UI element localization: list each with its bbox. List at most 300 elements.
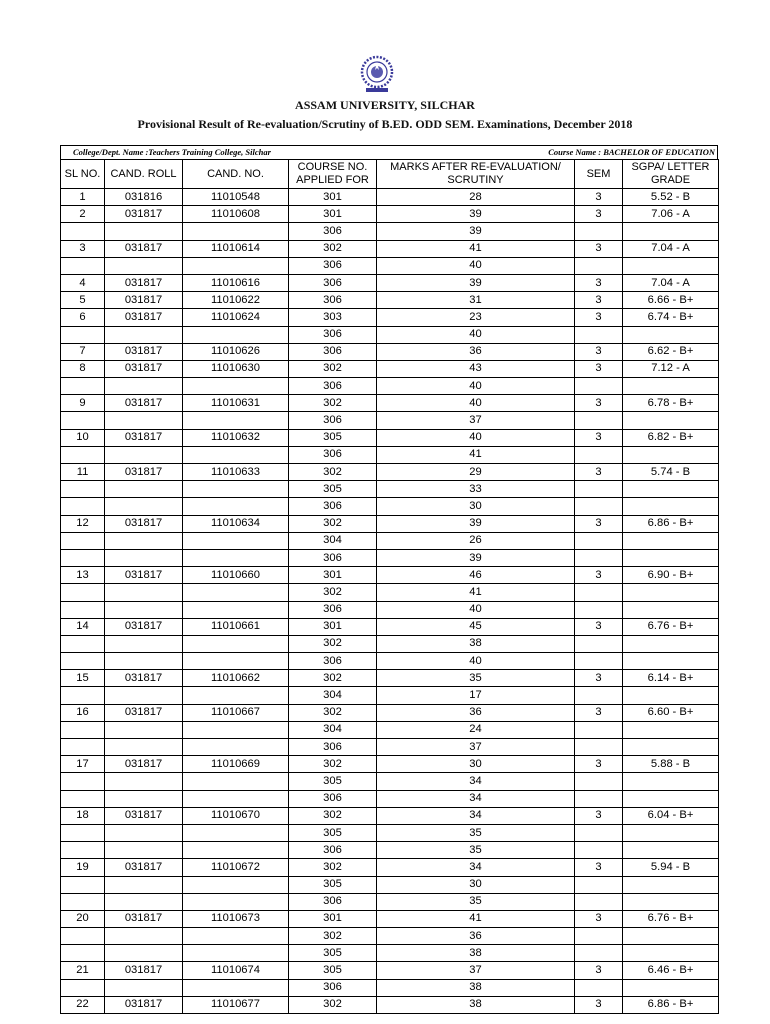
course-no-cell: 302 bbox=[289, 584, 377, 601]
sgpa-grade-cell: 7.04 - A bbox=[623, 274, 719, 291]
table-row bbox=[61, 790, 719, 807]
sgpa-grade-cell: 6.04 - B+ bbox=[623, 807, 719, 824]
course-no-cell: 306 bbox=[289, 446, 377, 463]
table-row bbox=[61, 446, 719, 463]
table-row bbox=[61, 257, 719, 274]
table-row bbox=[61, 549, 719, 566]
course-no-cell: 306 bbox=[289, 653, 377, 670]
result-sheet bbox=[60, 145, 718, 1014]
cand-roll-cell bbox=[105, 257, 183, 274]
sl-no-cell: 3 bbox=[61, 240, 105, 257]
cand-roll-cell bbox=[105, 584, 183, 601]
sgpa-grade-cell bbox=[623, 498, 719, 515]
cand-no-cell bbox=[183, 601, 289, 618]
marks-cell: 34 bbox=[377, 859, 575, 876]
course-no-cell: 306 bbox=[289, 979, 377, 996]
course-no-cell: 305 bbox=[289, 824, 377, 841]
course-no-cell: 306 bbox=[289, 257, 377, 274]
cand-roll-cell bbox=[105, 653, 183, 670]
table-row bbox=[61, 326, 719, 343]
sem-cell: 3 bbox=[575, 807, 623, 824]
cand-no-cell bbox=[183, 532, 289, 549]
course-no-cell: 301 bbox=[289, 910, 377, 927]
sem-cell bbox=[575, 739, 623, 756]
sem-cell: 3 bbox=[575, 567, 623, 584]
sl-no-cell bbox=[61, 739, 105, 756]
marks-cell: 39 bbox=[377, 223, 575, 240]
table-row bbox=[61, 807, 719, 824]
sem-cell: 3 bbox=[575, 240, 623, 257]
course-no-cell: 302 bbox=[289, 515, 377, 532]
cand-roll-cell: 031817 bbox=[105, 756, 183, 773]
cand-roll-cell: 031817 bbox=[105, 292, 183, 309]
marks-cell: 38 bbox=[377, 635, 575, 652]
table-row bbox=[61, 395, 719, 412]
sgpa-grade-cell bbox=[623, 223, 719, 240]
course-no-cell: 305 bbox=[289, 773, 377, 790]
course-no-cell: 306 bbox=[289, 601, 377, 618]
course-no-cell: 302 bbox=[289, 240, 377, 257]
cand-roll-cell bbox=[105, 687, 183, 704]
sl-no-cell bbox=[61, 653, 105, 670]
cand-no-cell bbox=[183, 412, 289, 429]
marks-cell: 36 bbox=[377, 928, 575, 945]
sem-cell: 3 bbox=[575, 670, 623, 687]
cand-roll-cell bbox=[105, 378, 183, 395]
table-row bbox=[61, 515, 719, 532]
table-row bbox=[61, 928, 719, 945]
sem-cell: 3 bbox=[575, 996, 623, 1013]
cand-no-cell bbox=[183, 893, 289, 910]
sl-no-cell bbox=[61, 446, 105, 463]
sem-cell: 3 bbox=[575, 704, 623, 721]
cand-roll-cell bbox=[105, 739, 183, 756]
sgpa-grade-cell: 6.74 - B+ bbox=[623, 309, 719, 326]
table-row bbox=[61, 292, 719, 309]
sgpa-grade-cell: 6.60 - B+ bbox=[623, 704, 719, 721]
cand-roll-cell: 031817 bbox=[105, 567, 183, 584]
sem-cell: 3 bbox=[575, 515, 623, 532]
cand-no-cell bbox=[183, 721, 289, 738]
marks-cell: 34 bbox=[377, 807, 575, 824]
sgpa-grade-cell: 5.74 - B bbox=[623, 464, 719, 481]
col-header-sgpa: SGPA/ LETTER GRADE bbox=[623, 160, 719, 189]
sem-cell bbox=[575, 635, 623, 652]
marks-cell: 37 bbox=[377, 962, 575, 979]
sem-cell: 3 bbox=[575, 464, 623, 481]
cand-no-cell bbox=[183, 739, 289, 756]
cand-roll-cell: 031817 bbox=[105, 859, 183, 876]
cand-no-cell: 11010548 bbox=[183, 189, 289, 206]
course-no-cell: 304 bbox=[289, 532, 377, 549]
sgpa-grade-cell bbox=[623, 824, 719, 841]
sem-cell bbox=[575, 945, 623, 962]
sgpa-grade-cell: 5.94 - B bbox=[623, 859, 719, 876]
cand-no-cell bbox=[183, 257, 289, 274]
sgpa-grade-cell bbox=[623, 790, 719, 807]
sgpa-grade-cell bbox=[623, 739, 719, 756]
marks-cell: 29 bbox=[377, 464, 575, 481]
marks-cell: 35 bbox=[377, 670, 575, 687]
cand-roll-cell: 031817 bbox=[105, 910, 183, 927]
sem-cell: 3 bbox=[575, 618, 623, 635]
course-no-cell: 305 bbox=[289, 481, 377, 498]
marks-cell: 31 bbox=[377, 292, 575, 309]
sl-no-cell bbox=[61, 842, 105, 859]
sgpa-grade-cell bbox=[623, 876, 719, 893]
course-no-cell: 301 bbox=[289, 189, 377, 206]
cand-no-cell: 11010661 bbox=[183, 618, 289, 635]
marks-cell: 35 bbox=[377, 824, 575, 841]
cand-roll-cell bbox=[105, 223, 183, 240]
sgpa-grade-cell: 6.82 - B+ bbox=[623, 429, 719, 446]
course-no-cell: 306 bbox=[289, 790, 377, 807]
sgpa-grade-cell bbox=[623, 326, 719, 343]
table-row bbox=[61, 670, 719, 687]
sem-cell bbox=[575, 824, 623, 841]
course-no-cell: 302 bbox=[289, 996, 377, 1013]
sl-no-cell: 6 bbox=[61, 309, 105, 326]
table-row bbox=[61, 481, 719, 498]
cand-no-cell: 11010614 bbox=[183, 240, 289, 257]
sem-cell: 3 bbox=[575, 274, 623, 291]
marks-cell: 34 bbox=[377, 790, 575, 807]
sl-no-cell bbox=[61, 549, 105, 566]
cand-no-cell bbox=[183, 481, 289, 498]
cand-no-cell bbox=[183, 446, 289, 463]
marks-cell: 35 bbox=[377, 893, 575, 910]
course-no-cell: 302 bbox=[289, 635, 377, 652]
sl-no-cell bbox=[61, 635, 105, 652]
sl-no-cell: 1 bbox=[61, 189, 105, 206]
cand-no-cell: 11010667 bbox=[183, 704, 289, 721]
sl-no-cell: 21 bbox=[61, 962, 105, 979]
cand-no-cell: 11010677 bbox=[183, 996, 289, 1013]
course-no-cell: 306 bbox=[289, 842, 377, 859]
table-row bbox=[61, 429, 719, 446]
table-row bbox=[61, 635, 719, 652]
cand-roll-cell bbox=[105, 893, 183, 910]
table-row bbox=[61, 223, 719, 240]
cand-roll-cell: 031817 bbox=[105, 274, 183, 291]
cand-roll-cell bbox=[105, 326, 183, 343]
sl-no-cell: 11 bbox=[61, 464, 105, 481]
sgpa-grade-cell bbox=[623, 378, 719, 395]
sl-no-cell bbox=[61, 223, 105, 240]
sgpa-grade-cell bbox=[623, 446, 719, 463]
table-row bbox=[61, 876, 719, 893]
sl-no-cell: 20 bbox=[61, 910, 105, 927]
cand-no-cell: 11010622 bbox=[183, 292, 289, 309]
cand-no-cell: 11010624 bbox=[183, 309, 289, 326]
sgpa-grade-cell bbox=[623, 549, 719, 566]
table-row bbox=[61, 996, 719, 1013]
sl-no-cell: 10 bbox=[61, 429, 105, 446]
marks-cell: 40 bbox=[377, 653, 575, 670]
table-row bbox=[61, 567, 719, 584]
cand-roll-cell: 031817 bbox=[105, 618, 183, 635]
table-row bbox=[61, 721, 719, 738]
marks-cell: 41 bbox=[377, 910, 575, 927]
sl-no-cell: 8 bbox=[61, 360, 105, 377]
cand-no-cell: 11010670 bbox=[183, 807, 289, 824]
marks-cell: 43 bbox=[377, 360, 575, 377]
sem-cell bbox=[575, 979, 623, 996]
college-name: College/Dept. Name :Teachers Training College, Silchar bbox=[73, 147, 271, 157]
sl-no-cell bbox=[61, 584, 105, 601]
course-no-cell: 305 bbox=[289, 945, 377, 962]
sem-cell bbox=[575, 584, 623, 601]
sem-cell bbox=[575, 223, 623, 240]
table-row bbox=[61, 309, 719, 326]
sgpa-grade-cell bbox=[623, 721, 719, 738]
cand-roll-cell: 031816 bbox=[105, 189, 183, 206]
table-row bbox=[61, 979, 719, 996]
sgpa-grade-cell bbox=[623, 257, 719, 274]
cand-roll-cell bbox=[105, 498, 183, 515]
course-no-cell: 306 bbox=[289, 343, 377, 360]
cand-no-cell: 11010660 bbox=[183, 567, 289, 584]
result-title: Provisional Result of Re-evaluation/Scrutiny of B.ED. ODD SEM. Examinations, December 2018 bbox=[137, 117, 633, 131]
cand-no-cell bbox=[183, 498, 289, 515]
table-row bbox=[61, 687, 719, 704]
marks-cell: 38 bbox=[377, 996, 575, 1013]
cand-no-cell bbox=[183, 549, 289, 566]
sgpa-grade-cell: 6.86 - B+ bbox=[623, 996, 719, 1013]
cand-roll-cell bbox=[105, 412, 183, 429]
cand-roll-cell bbox=[105, 945, 183, 962]
table-row bbox=[61, 189, 719, 206]
sgpa-grade-cell: 6.62 - B+ bbox=[623, 343, 719, 360]
sgpa-grade-cell bbox=[623, 928, 719, 945]
sgpa-grade-cell: 6.90 - B+ bbox=[623, 567, 719, 584]
sem-cell: 3 bbox=[575, 756, 623, 773]
course-no-cell: 302 bbox=[289, 395, 377, 412]
cand-no-cell bbox=[183, 945, 289, 962]
course-no-cell: 306 bbox=[289, 292, 377, 309]
marks-cell: 38 bbox=[377, 945, 575, 962]
sem-cell bbox=[575, 412, 623, 429]
table-row bbox=[61, 498, 719, 515]
sgpa-grade-cell bbox=[623, 842, 719, 859]
sgpa-grade-cell bbox=[623, 584, 719, 601]
col-header-cand-no: CAND. NO. bbox=[183, 160, 289, 189]
sem-cell bbox=[575, 687, 623, 704]
marks-cell: 26 bbox=[377, 532, 575, 549]
cand-roll-cell bbox=[105, 979, 183, 996]
university-logo bbox=[356, 53, 398, 95]
sl-no-cell bbox=[61, 773, 105, 790]
table-row bbox=[61, 378, 719, 395]
marks-cell: 34 bbox=[377, 773, 575, 790]
marks-cell: 28 bbox=[377, 189, 575, 206]
marks-cell: 39 bbox=[377, 549, 575, 566]
marks-cell: 36 bbox=[377, 704, 575, 721]
marks-cell: 40 bbox=[377, 601, 575, 618]
cand-no-cell: 11010616 bbox=[183, 274, 289, 291]
cand-no-cell bbox=[183, 928, 289, 945]
sem-cell: 3 bbox=[575, 910, 623, 927]
sgpa-grade-cell bbox=[623, 653, 719, 670]
cand-roll-cell bbox=[105, 549, 183, 566]
sem-cell bbox=[575, 257, 623, 274]
cand-no-cell bbox=[183, 979, 289, 996]
sgpa-grade-cell bbox=[623, 773, 719, 790]
table-row bbox=[61, 739, 719, 756]
results-table bbox=[60, 159, 719, 1014]
table-row bbox=[61, 464, 719, 481]
table-row bbox=[61, 824, 719, 841]
table-row bbox=[61, 773, 719, 790]
marks-cell: 46 bbox=[377, 567, 575, 584]
table-row bbox=[61, 962, 719, 979]
sem-cell bbox=[575, 721, 623, 738]
sl-no-cell: 7 bbox=[61, 343, 105, 360]
table-row bbox=[61, 274, 719, 291]
sl-no-cell bbox=[61, 790, 105, 807]
course-name: Course Name : BACHELOR OF EDUCATION bbox=[548, 147, 715, 157]
sgpa-grade-cell bbox=[623, 635, 719, 652]
marks-cell: 30 bbox=[377, 876, 575, 893]
sem-cell bbox=[575, 601, 623, 618]
sgpa-grade-cell bbox=[623, 532, 719, 549]
cand-roll-cell: 031817 bbox=[105, 395, 183, 412]
cand-roll-cell bbox=[105, 446, 183, 463]
cand-no-cell bbox=[183, 635, 289, 652]
course-no-cell: 306 bbox=[289, 274, 377, 291]
sl-no-cell bbox=[61, 893, 105, 910]
course-no-cell: 302 bbox=[289, 464, 377, 481]
cand-no-cell: 11010673 bbox=[183, 910, 289, 927]
marks-cell: 40 bbox=[377, 378, 575, 395]
course-no-cell: 306 bbox=[289, 893, 377, 910]
marks-cell: 41 bbox=[377, 446, 575, 463]
course-no-cell: 301 bbox=[289, 618, 377, 635]
sl-no-cell: 9 bbox=[61, 395, 105, 412]
cand-no-cell: 11010672 bbox=[183, 859, 289, 876]
course-no-cell: 301 bbox=[289, 206, 377, 223]
sgpa-grade-cell bbox=[623, 893, 719, 910]
sl-no-cell bbox=[61, 979, 105, 996]
marks-cell: 39 bbox=[377, 206, 575, 223]
cand-no-cell bbox=[183, 842, 289, 859]
table-row bbox=[61, 532, 719, 549]
marks-cell: 40 bbox=[377, 429, 575, 446]
sem-cell: 3 bbox=[575, 962, 623, 979]
col-header-course-no: COURSE NO. APPLIED FOR bbox=[289, 160, 377, 189]
table-row bbox=[61, 704, 719, 721]
sl-no-cell bbox=[61, 721, 105, 738]
marks-cell: 41 bbox=[377, 584, 575, 601]
marks-cell: 45 bbox=[377, 618, 575, 635]
sl-no-cell: 2 bbox=[61, 206, 105, 223]
marks-cell: 30 bbox=[377, 756, 575, 773]
cand-no-cell: 11010669 bbox=[183, 756, 289, 773]
sem-cell: 3 bbox=[575, 206, 623, 223]
course-no-cell: 302 bbox=[289, 859, 377, 876]
cand-roll-cell: 031817 bbox=[105, 996, 183, 1013]
cand-roll-cell: 031817 bbox=[105, 962, 183, 979]
sem-cell bbox=[575, 893, 623, 910]
course-no-cell: 302 bbox=[289, 807, 377, 824]
cand-roll-cell bbox=[105, 601, 183, 618]
marks-cell: 24 bbox=[377, 721, 575, 738]
cand-roll-cell: 031817 bbox=[105, 240, 183, 257]
sl-no-cell: 22 bbox=[61, 996, 105, 1013]
table-row bbox=[61, 412, 719, 429]
university-name: ASSAM UNIVERSITY, SILCHAR bbox=[295, 98, 475, 112]
course-no-cell: 302 bbox=[289, 756, 377, 773]
sem-cell bbox=[575, 790, 623, 807]
sgpa-grade-cell: 6.76 - B+ bbox=[623, 910, 719, 927]
cand-roll-cell: 031817 bbox=[105, 670, 183, 687]
course-no-cell: 306 bbox=[289, 223, 377, 240]
course-no-cell: 306 bbox=[289, 739, 377, 756]
marks-cell: 40 bbox=[377, 395, 575, 412]
course-no-cell: 306 bbox=[289, 378, 377, 395]
sem-cell: 3 bbox=[575, 189, 623, 206]
table-row bbox=[61, 206, 719, 223]
table-row bbox=[61, 842, 719, 859]
sl-no-cell bbox=[61, 601, 105, 618]
cand-roll-cell bbox=[105, 928, 183, 945]
table-row bbox=[61, 859, 719, 876]
cand-roll-cell: 031817 bbox=[105, 515, 183, 532]
sem-cell: 3 bbox=[575, 292, 623, 309]
sem-cell: 3 bbox=[575, 343, 623, 360]
sl-no-cell: 14 bbox=[61, 618, 105, 635]
cand-no-cell bbox=[183, 378, 289, 395]
cand-roll-cell: 031817 bbox=[105, 704, 183, 721]
course-no-cell: 306 bbox=[289, 549, 377, 566]
sgpa-grade-cell: 7.06 - A bbox=[623, 206, 719, 223]
table-row bbox=[61, 945, 719, 962]
sgpa-grade-cell bbox=[623, 979, 719, 996]
table-row bbox=[61, 893, 719, 910]
marks-cell: 36 bbox=[377, 343, 575, 360]
marks-cell: 30 bbox=[377, 498, 575, 515]
marks-cell: 39 bbox=[377, 515, 575, 532]
sgpa-grade-cell: 6.66 - B+ bbox=[623, 292, 719, 309]
col-header-sem: SEM bbox=[575, 160, 623, 189]
sl-no-cell: 4 bbox=[61, 274, 105, 291]
cand-no-cell: 11010632 bbox=[183, 429, 289, 446]
col-header-sl-no: SL NO. bbox=[61, 160, 105, 189]
course-no-cell: 303 bbox=[289, 309, 377, 326]
sgpa-grade-cell: 5.88 - B bbox=[623, 756, 719, 773]
info-bar bbox=[60, 145, 718, 159]
cand-roll-cell: 031817 bbox=[105, 360, 183, 377]
course-no-cell: 305 bbox=[289, 429, 377, 446]
cand-no-cell bbox=[183, 687, 289, 704]
marks-cell: 41 bbox=[377, 240, 575, 257]
sgpa-grade-cell bbox=[623, 687, 719, 704]
sem-cell bbox=[575, 378, 623, 395]
cand-roll-cell: 031817 bbox=[105, 807, 183, 824]
cand-roll-cell bbox=[105, 876, 183, 893]
cand-roll-cell: 031817 bbox=[105, 429, 183, 446]
cand-no-cell bbox=[183, 773, 289, 790]
sem-cell bbox=[575, 532, 623, 549]
sl-no-cell: 13 bbox=[61, 567, 105, 584]
sgpa-grade-cell bbox=[623, 601, 719, 618]
sem-cell bbox=[575, 549, 623, 566]
cand-no-cell bbox=[183, 790, 289, 807]
sl-no-cell: 17 bbox=[61, 756, 105, 773]
sem-cell: 3 bbox=[575, 360, 623, 377]
sem-cell bbox=[575, 928, 623, 945]
sl-no-cell bbox=[61, 257, 105, 274]
